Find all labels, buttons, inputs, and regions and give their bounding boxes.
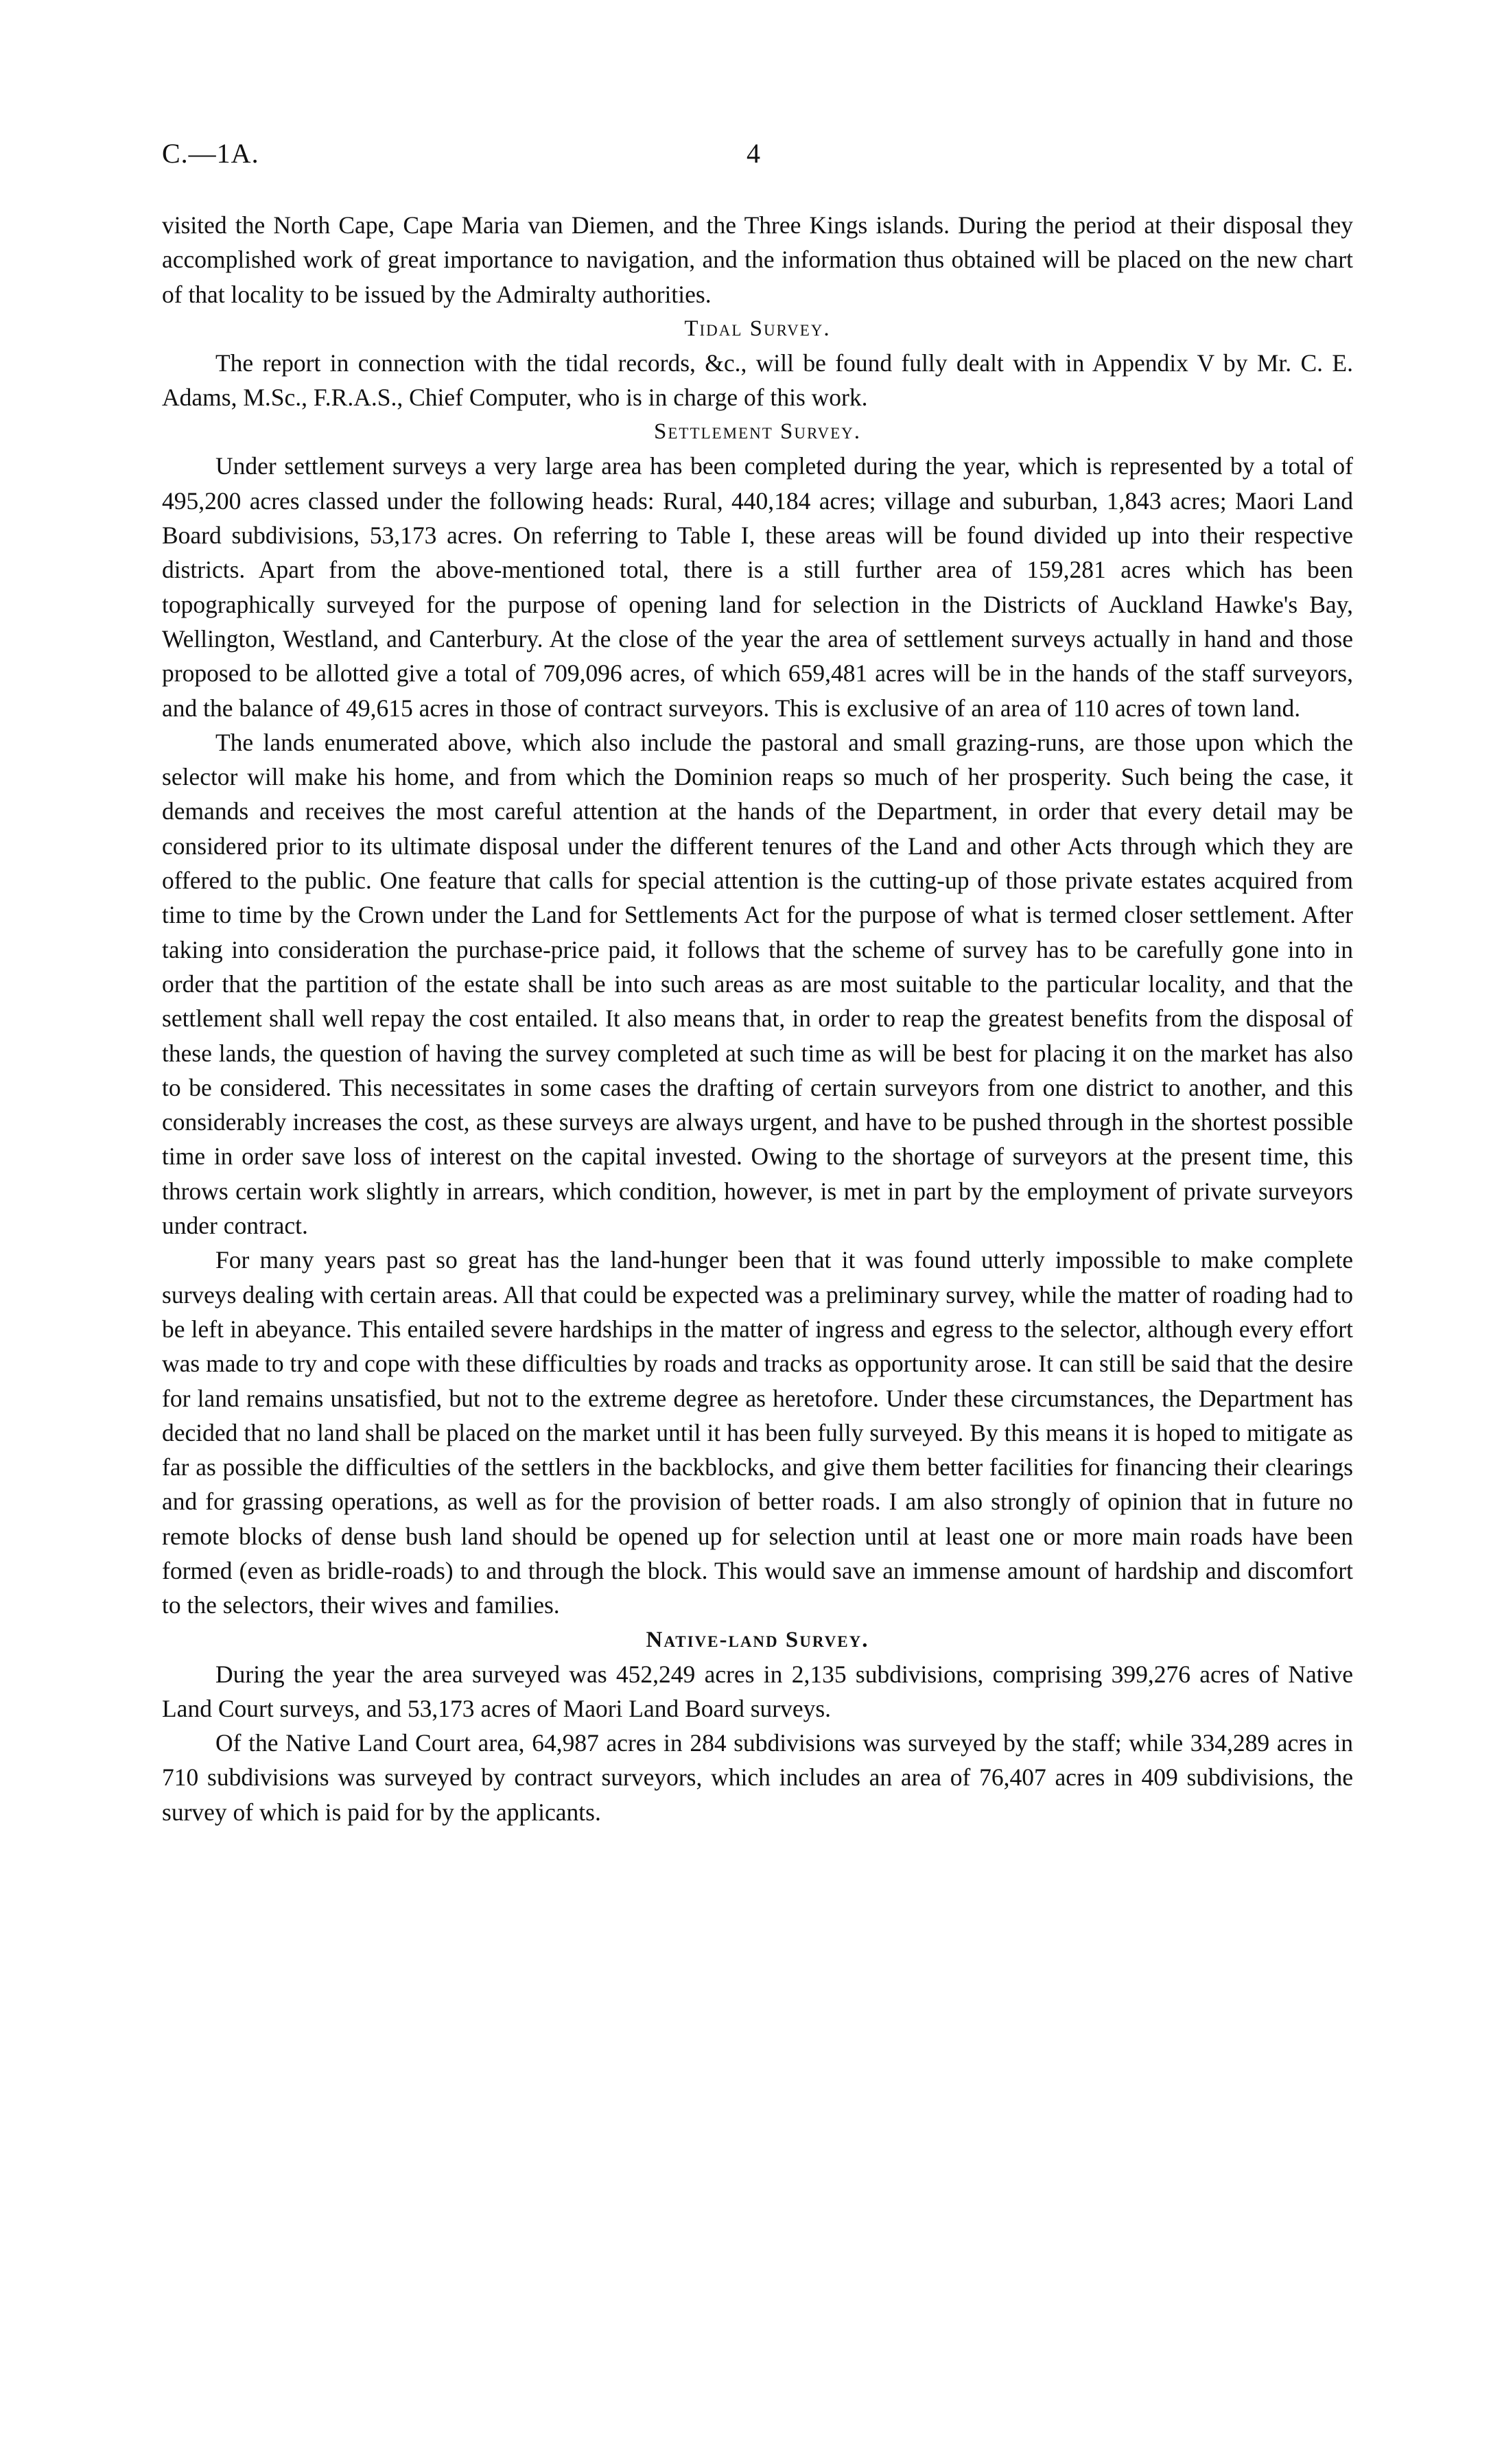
heading-tidal-survey: Tidal Survey. bbox=[684, 316, 831, 341]
paragraph-settlement-2: The lands enumerated above, which also include the pastoral and small grazing-runs, are those upon which the selector will make his home, and from which the Dominion reaps so much of her prosperity. Such being the case, it demands and receives the most careful attention at the hands of the Department, in order that every detail may be considered prior to its ultimate disposal under the different tenures of the Land and other Acts through which they are offered to the public. One feature that calls for special attention is the cutting-up of those private estates acquired from time to time by the Crown under the Land for Settlements Act for the purpose of what is termed closer settlement. After taking into consideration the purchase-price paid, it follows that the scheme of survey has to be carefully gone into in order that the partition of the estate shall be into such areas as are most suitable to the particular locality, and that the settlement shall well repay the cost entailed. It also means that, in order to reap the greatest benefits from the disposal of these lands, the question of having the survey completed at such time as will be best for placing it on the market has also to be considered. This necessitates in some cases the drafting of certain surveyors from one district to another, and this considerably increases the cost, as these surveys are always urgent, and have to be pushed through in the shortest possible time in order save loss of interest on the capital invested. Owing to the shortage of surveyors at the present time, this throws certain work slightly in arrears, which condition, however, is met in part by the employment of private surveyors under contract. bbox=[162, 728, 1353, 1240]
paragraph-tidal: The report in connection with the tidal records, &c., will be found fully dealt with in Appendix V by Mr. C. E. Adams, M.Sc., F.R.A.S., Chief Computer, who is in charge of this work. bbox=[162, 349, 1353, 412]
paragraph-native-2: Of the Native Land Court area, 64,987 acres in 284 subdivisions was surveyed by the staff; while 334,289 acres in 710 subdivisions was surveyed by contract surveyors, which includes an area of 76,407 acres in 409 subdivisions, the survey of which is paid for by the applicants. bbox=[162, 1729, 1353, 1826]
page-number: 4 bbox=[747, 138, 760, 169]
paragraph-continued: visited the North Cape, Cape Maria van Diemen, and the Three Kings islands. During the period at their disposal they accomplished work of great importance to navigation, and the information thus obtained will be placed on the new chart of that locality to be issued by the Admiralty authorities. bbox=[162, 211, 1353, 308]
heading-settlement-survey: Settlement Survey. bbox=[654, 419, 861, 445]
paragraph-settlement-3: For many years past so great has the land-hunger been that it was found utterly impossible to make complete surveys dealing with certain areas. All that could be expected was a preliminary survey, while the matter of roading had to be left in abeyance. This entailed severe hardships in the matter of ingress and egress to the selector, although every effort was made to try and cope with these difficulties by roads and tracks as opportunity arose. It can still be said that the desire for land remains unsatisfied, but not to the extreme degree as heretofore. Under these circumstances, the Department has decided that no land shall be placed on the market until it has been fully surveyed. By this means it is hoped to mitigate as far as possible the difficulties of the settlers in the backblocks, and give them better facilities for financing their clearings and for grassing operations, as well as for the provision of better roads. I am also strongly of opinion that in future no remote blocks of dense bush land should be opened up for selection until at least one or more main roads have been formed (even as bridle-roads) to and through the block. This would save an immense amount of hardship and discomfort to the selectors, their wives and families. bbox=[162, 1246, 1353, 1619]
paragraph-settlement-1: Under settlement surveys a very large area has been completed during the year, which is represented by a total of 495,200 acres classed under the following heads: Rural, 440,184 acres; village and suburban, 1,843 acres; Maori Land Board subdivisions, 53,173 acres. On referring to Table I, these areas will be found divided up into their respective districts. Apart from the above-mentioned total, there is a still further area of 159,281 acres which has been topographically surveyed for the purpose of opening land for selection in the Districts of Auckland Hawke's Bay, Wellington, Westland, and Canterbury. At the close of the year the area of settlement surveys actually in hand and those proposed to be allotted give a total of 709,096 acres, of which 659,481 acres will be in the hands of the staff surveyors, and the balance of 49,615 acres in those of contract surveyors. This is exclusive of an area of 110 acres of town land. bbox=[162, 452, 1353, 722]
paragraph-native-1: During the year the area surveyed was 452,249 acres in 2,135 subdivisions, comprising 399,276 acres of Native Land Court surveys, and 53,173 acres of Maori Land Board surveys. bbox=[162, 1660, 1353, 1722]
heading-native-land-survey: Native-land Survey. bbox=[646, 1627, 869, 1652]
page-header bbox=[162, 137, 1353, 178]
page-body bbox=[162, 208, 1353, 1829]
document-reference: C.—1A. bbox=[162, 138, 259, 169]
